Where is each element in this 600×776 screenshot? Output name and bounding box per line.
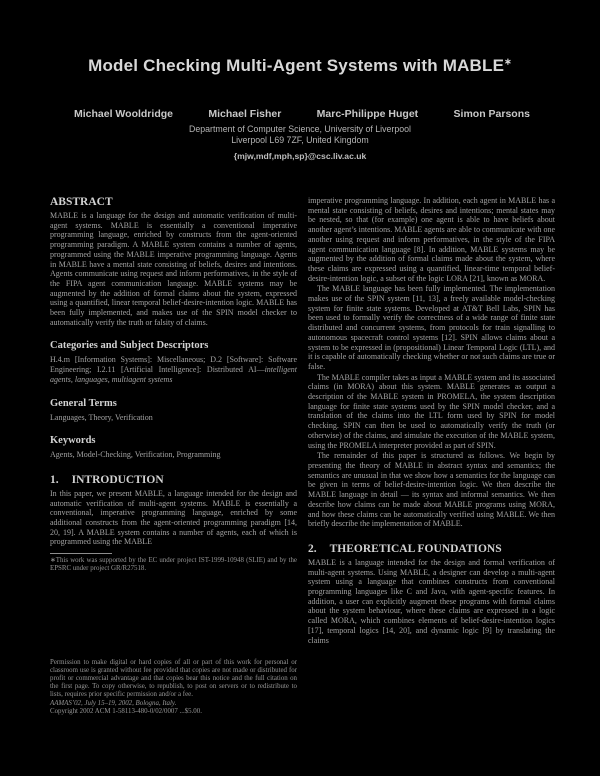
right-paragraph-2: The MABLE language has been fully implemented. The implementation makes use of the SPIN system [11, 13], a freely available model-checking system for finite state systems. Developed at AT&T Bell Labs, SPIN has been used to formally verify the correctness of a wide range of finite state distributed and concurrent systems, from protocols for train signalling to autonomous spacecraft control systems [12]. SPIN allows claims about a system to be expressed in (propositional) Linear Temporal Logic (LTL), and it is capable of automatically checking whether or not such claims are true or false.	[308, 284, 555, 371]
categories-text-italic: intelligent agents, languages, multiagent systems	[50, 365, 297, 384]
affiliation-line-2: Liverpool L69 7ZF, United Kingdom	[231, 134, 369, 145]
author-4: Simon Parsons	[453, 108, 530, 120]
introduction-text: In this paper, we present MABLE, a language intended for the design and automatic verification of multi-agent systems. MABLE is essentially a conventional, imperative programming language, enriched by some additional constructs from the agent-oriented programming paradigm [14, 20, 19]. A MABLE system contains a number of agents, each of which is programmed using the MABLE	[50, 488, 297, 547]
introduction-label: INTRODUCTION	[71, 473, 164, 486]
paper-title-text: Model Checking Multi-Agent Systems with MABLE	[88, 56, 505, 75]
categories-text-main: H.4.m [Information Systems]: Miscellaneous; D.2 [Software]: Software Engineering; I.2.11 [Artificial Intelligence]: Distributed AI—	[50, 355, 297, 375]
affiliation-line-1: Department of Computer Science, University of Liverpool	[189, 124, 411, 134]
author-2: Michael Fisher	[208, 108, 282, 120]
right-column	[308, 196, 555, 776]
keywords-heading: Keywords	[50, 435, 96, 447]
paper-title	[0, 56, 600, 76]
email-line: {mjw,mdf,mph,sp}@csc.liv.ac.uk	[233, 151, 367, 161]
right-paragraph-4: The remainder of this paper is structured as follows. We begin by presenting the theory of MABLE in abstract syntax and semantics; the semantics are unusual in that we show how a semantics for the language can be given in terms of belief-desire-intention logic. We then describe the MABLE language in detail — its syntax and informal semantics. We then describe how claims can be made about MABLE programs using MORA, and how these claims can be automatically verified using MABLE. We then briefly describe the implementation of MABLE.	[308, 451, 555, 529]
categories-text	[50, 355, 297, 384]
keywords-text: Agents, Model-Checking, Verification, Programming	[50, 450, 221, 460]
abstract-text: MABLE is a language for the design and automatic verification of multi-agent systems. MABLE is essentially a conventional imperative programming language, enriched by constructs from the agent-oriented programming paradigm. A MABLE system contains a number of agents, programmed using the MABLE imperative programming language. Agents in MABLE have a mental state consisting of beliefs, desires and intentions. Agents communicate using request and inform performatives, in the style of the FIPA agent communication language. MABLE systems may be augmented by the addition of formal claims about the system, expressed using a quantified, linear temporal belief-desire-intention logic. MABLE has been fully implemented, and makes use of the SPIN model checker to automatically verify the truth or falsity of claims.	[50, 211, 297, 327]
introduction-heading	[50, 474, 297, 486]
copyright-line: Copyright 2002 ACM 1-58113-480-0/02/0007 ...$5.00.	[50, 707, 202, 715]
permission-text: Permission to make digital or hard copies of all or part of this work for personal or classroom use is granted without fee provided that copies are not made or distributed for profit or commercial advantage and that copies bear this notice and the full citation on the first page. To copy otherwise, to republish, to post on servers or to redistribute to lists, requires prior specific permission and/or a fee.	[50, 658, 297, 699]
conference-line: AAMAS’02, July 15–19, 2002, Bologna, Italy.	[50, 699, 177, 707]
acm-permission-block	[50, 659, 297, 716]
section2-label: THEORETICAL FOUNDATIONS	[329, 542, 502, 555]
general-terms-text: Languages, Theory, Verification	[50, 412, 153, 422]
general-terms-heading: General Terms	[50, 397, 117, 409]
right-paragraph-1: imperative programming language. In addition, each agent in MABLE has a mental state consisting of beliefs, desires and intentions; mental states may be nested, so that (for example) one agent is able to have beliefs about another agent’s intentions. MABLE agents are able to communicate with one another using request and inform performatives, in the style of the FIPA agent communication language [8]. In addition, MABLE systems may be augmented by the addition of formal claims made about the system, where these claims are expressed using a quantified, linear-time temporal belief-desire-intention logic, a subset of the logic LORA [21], known as MORA.	[308, 196, 555, 283]
footnote-rule	[50, 553, 112, 554]
categories-heading: Categories and Subject Descriptors	[50, 340, 209, 352]
author-1: Michael Wooldridge	[74, 108, 173, 120]
theoretical-foundations-text: MABLE is a language intended for the design and formal verification of multi-agent systems. Using MABLE, a designer can develop a multi-agent system using a language that combines constructs from conventional programming languages like C and Java, with agent-specific features. In addition, a user can explicitly augment these programs with formal claims about the system behaviour, where these claims are expressed in a logic called MORA, which combines elements of belief-desire-intention logics [17], temporal logics [14, 20], and dynamic logic [9] by translating the claims	[308, 557, 555, 645]
title-footnote-marker: ∗	[504, 56, 512, 67]
abstract-heading: ABSTRACT	[50, 196, 113, 208]
two-column-body	[50, 196, 556, 776]
right-paragraph-3: The MABLE compiler takes as input a MABLE system and its associated claims (in MORA) about this system. MABLE generates as output a description of the MABLE system in PROMELA, the system description language for finite state systems used by the SPIN model checker, and a translation of the claims into the LTL form used by SPIN for model checking. SPIN can then be used to automatically verify the truth (or otherwise) of the claims, and simulate the execution of the MABLE system, using the PROMELA interpreter provided as part of SPIN.	[308, 372, 555, 450]
footnote-text: ∗This work was supported by the EC under project IST-1999-10948 (SLIE) and by the EPSRC under project GR/R27518.	[50, 557, 297, 573]
theoretical-foundations-heading	[308, 543, 555, 555]
introduction-number: 1.	[50, 473, 59, 486]
author-row	[74, 108, 530, 120]
author-3: Marc-Philippe Huget	[316, 108, 419, 120]
section2-number: 2.	[308, 542, 317, 555]
left-column	[50, 196, 297, 776]
